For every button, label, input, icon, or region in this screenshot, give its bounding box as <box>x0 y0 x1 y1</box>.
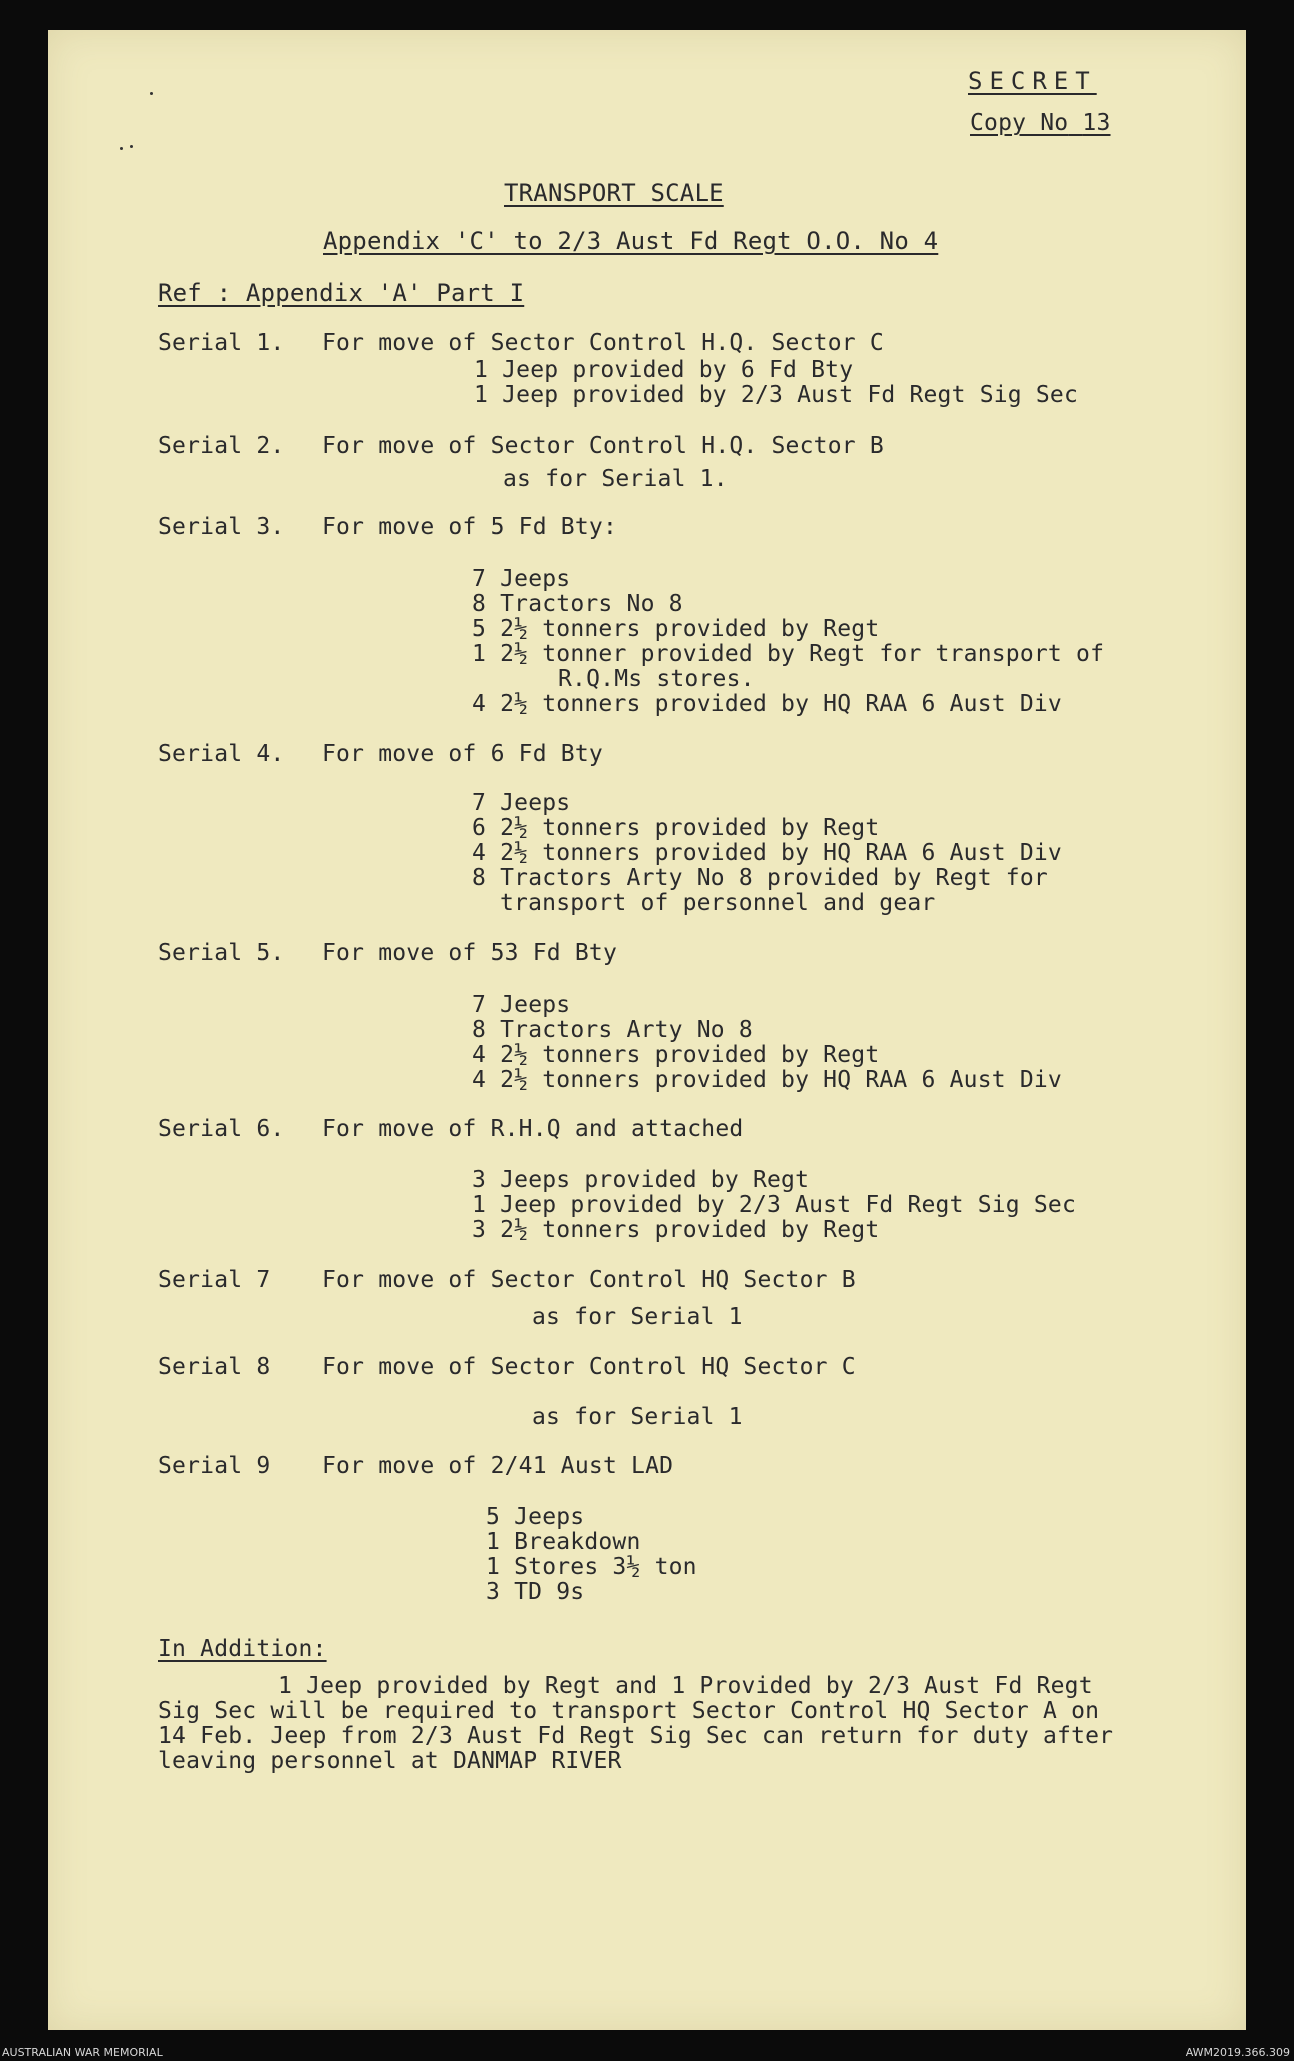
serial-label: Serial 8 <box>158 1354 271 1380</box>
serial-line: R.Q.Ms stores. <box>558 666 755 692</box>
serial-label: Serial 6. <box>158 1116 285 1142</box>
in-addition-line: Sig Sec will be required to transport Sector Control HQ Sector A on <box>158 1698 1100 1724</box>
serial-line: 4 2½ tonners provided by HQ RAA 6 Aust Div <box>472 1067 1062 1093</box>
serial-line: 1 2½ tonner provided by Regt for transport of <box>472 641 1105 667</box>
copy-number <box>970 110 1111 136</box>
serial-line: 8 Tractors Arty No 8 provided by Regt for <box>472 865 1048 891</box>
serial-line: 3 Jeeps provided by Regt <box>472 1167 810 1193</box>
serial-heading: For move of 6 Fd Bty <box>322 741 603 767</box>
serial-label: Serial 9 <box>158 1453 271 1479</box>
serial-label: Serial 5. <box>158 940 285 966</box>
serial-line: as for Serial 1. <box>503 466 728 492</box>
serial-line: 5 2½ tonners provided by Regt <box>472 616 880 642</box>
serial-heading: For move of Sector Control H.Q. Sector B <box>322 433 884 459</box>
footer-reference: AWM2019.366.309 <box>1185 2046 1290 2059</box>
serial-heading: For move of 2/41 Aust LAD <box>322 1453 674 1479</box>
document-page <box>48 30 1246 2030</box>
ink-speck <box>120 147 123 150</box>
serial-heading: For move of Sector Control HQ Sector B <box>322 1267 856 1293</box>
serial-label: Serial 1. <box>158 330 285 356</box>
serial-line: 3 2½ tonners provided by Regt <box>472 1217 880 1243</box>
serial-line: 1 Stores 3½ ton <box>486 1554 697 1580</box>
serial-heading: For move of 53 Fd Bty <box>322 940 617 966</box>
copy-number-value: 13 <box>1082 110 1111 136</box>
serial-line: 8 Tractors Arty No 8 <box>472 1017 753 1043</box>
serial-label: Serial 7 <box>158 1267 271 1293</box>
serial-line: 4 2½ tonners provided by Regt <box>472 1042 880 1068</box>
serial-line: 1 Jeep provided by 6 Fd Bty <box>474 357 854 383</box>
copy-label: Copy No <box>970 110 1069 136</box>
in-addition-line: leaving personnel at DANMAP RIVER <box>158 1748 622 1774</box>
serial-line: 5 Jeeps <box>486 1504 585 1530</box>
serial-line: 1 Breakdown <box>486 1529 641 1555</box>
footer-source: AUSTRALIAN WAR MEMORIAL <box>2 2046 163 2059</box>
serial-line: 4 2½ tonners provided by HQ RAA 6 Aust Div <box>472 840 1062 866</box>
serial-line: 4 2½ tonners provided by HQ RAA 6 Aust Div <box>472 691 1062 717</box>
serial-line: 7 Jeeps <box>472 790 571 816</box>
document-subtitle: Appendix 'C' to 2/3 Aust Fd Regt O.O. No 4 <box>323 227 939 255</box>
in-addition-line: 1 Jeep provided by Regt and 1 Provided by 2/3 Aust Fd Regt <box>278 1673 1093 1699</box>
document-text <box>48 30 1246 2030</box>
serial-line: transport of personnel and gear <box>500 890 936 916</box>
serial-line: 1 Jeep provided by 2/3 Aust Fd Regt Sig Sec <box>474 382 1079 408</box>
serial-line: 1 Jeep provided by 2/3 Aust Fd Regt Sig Sec <box>472 1192 1077 1218</box>
serial-label: Serial 4. <box>158 741 285 767</box>
archive-footer <box>0 2044 1294 2061</box>
serial-heading: For move of R.H.Q and attached <box>322 1116 744 1142</box>
in-addition-heading: In Addition: <box>158 1636 327 1662</box>
serial-line: 3 TD 9s <box>486 1579 585 1605</box>
ink-speck <box>150 92 153 95</box>
serial-line: as for Serial 1 <box>532 1304 743 1330</box>
serial-line: 6 2½ tonners provided by Regt <box>472 815 880 841</box>
serial-heading: For move of Sector Control HQ Sector C <box>322 1354 856 1380</box>
ink-speck <box>130 145 133 148</box>
in-addition-line: 14 Feb. Jeep from 2/3 Aust Fd Regt Sig Sec can return for duty after <box>158 1723 1114 1749</box>
serial-label: Serial 3. <box>158 514 285 540</box>
reference-line: Ref : Appendix 'A' Part I <box>158 279 525 307</box>
serial-line: as for Serial 1 <box>532 1404 743 1430</box>
serial-line: 7 Jeeps <box>472 992 571 1018</box>
serial-heading: For move of 5 Fd Bty: <box>322 514 617 540</box>
serial-heading: For move of Sector Control H.Q. Sector C <box>322 330 884 356</box>
serial-line: 7 Jeeps <box>472 566 571 592</box>
serial-line: 8 Tractors No 8 <box>472 591 683 617</box>
serial-label: Serial 2. <box>158 433 285 459</box>
classification-label: SECRET <box>968 67 1097 95</box>
document-title: TRANSPORT SCALE <box>504 179 724 207</box>
